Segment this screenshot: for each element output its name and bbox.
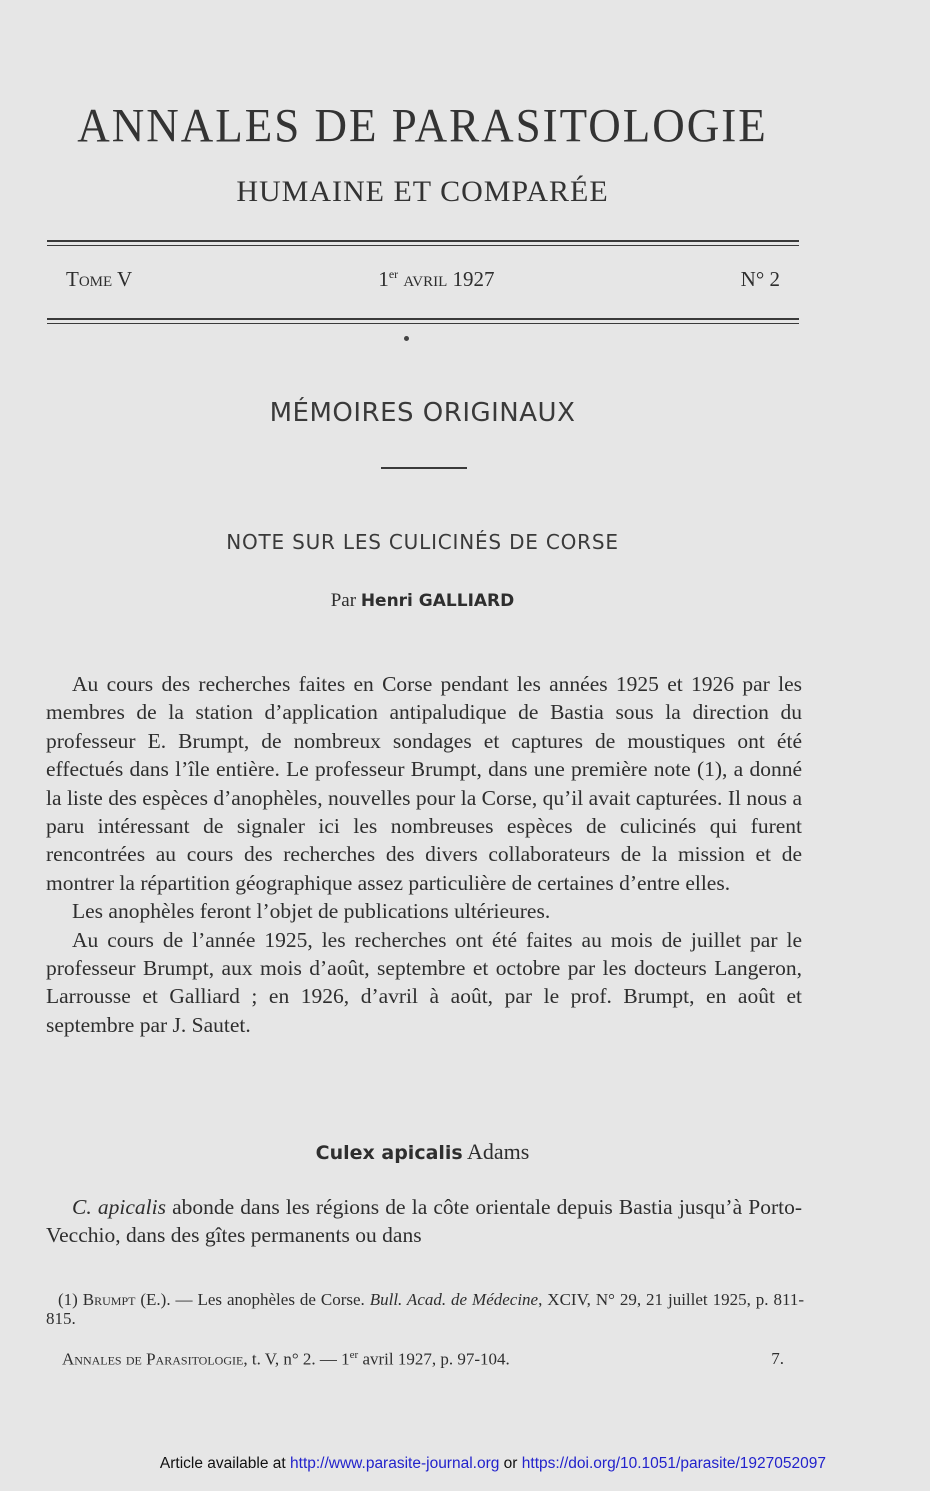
- footnote: [46, 1290, 804, 1328]
- section-heading: MÉMOIRES ORIGINAUX: [269, 398, 576, 428]
- bottom-rule: [47, 318, 799, 324]
- decorative-dot: [404, 336, 409, 341]
- footer-citation-end: avril 1927, p. 97-104.: [358, 1349, 510, 1369]
- footnote-author-rest: (E.). — Les anophèles de Corse.: [135, 1290, 370, 1309]
- footnote-journal: Bull. Acad. de Médecine: [369, 1290, 539, 1309]
- volume-label: Tome V: [66, 267, 133, 291]
- species-body: [46, 1193, 802, 1250]
- section-divider: [381, 467, 467, 469]
- footnote-marker: (1): [58, 1290, 83, 1309]
- page-mark: 7.: [771, 1349, 784, 1368]
- paragraph: Les anophèles feront l’objet de publications ultérieures.: [72, 899, 551, 924]
- author-name: Henri GALLIARD: [360, 591, 515, 611]
- footer-citation-mid: , t. V, n° 2. — 1: [243, 1349, 350, 1369]
- issue-date-rest: avril 1927: [398, 267, 495, 291]
- doi-link[interactable]: https://doi.org/10.1051/parasite/1927052097: [521, 1455, 826, 1472]
- issue-line: [66, 267, 780, 292]
- footnote-author: Brumpt: [82, 1290, 136, 1309]
- species-name: Culex apicalis: [315, 1142, 463, 1164]
- species-author: Adams: [462, 1139, 530, 1164]
- availability-connector: or: [499, 1455, 522, 1472]
- species-text: abonde dans les régions de la côte orientale depuis Bastia jusqu’à Porto-Vecchio, dans des gîtes permanents ou dans: [46, 1195, 802, 1248]
- footnote-details: , XCIV, N° 29, 21 juillet 1925, p. 811-815.: [46, 1290, 804, 1328]
- running-footer: [62, 1349, 784, 1370]
- species-heading: [0, 1139, 845, 1165]
- paragraph: Au cours des recherches faites en Corse pendant les années 1925 et 1926 par les membres de la station d’application antipaludique de Bastia sous la direction du professeur E. Brumpt, de nombreux sondages et captures de moustiques ont été effectués dans l’île entière. Le professeur Brumpt, dans une première note (1), a donné la liste des espèces d’anophèles, nouvelles pour la Corse, qu’il avait capturées. Il nous a paru intéressant de signaler ici les nombreuses espèces de culicinés qui furent rencontrées au cours des recherches des divers collaborateurs de la mission et de montrer la répartition géographique assez particulière de certaines d’entre elles.: [46, 672, 802, 895]
- species-italic: C. apicalis: [72, 1195, 166, 1219]
- footer-citation-sup: er: [349, 1349, 359, 1361]
- issue-date: [378, 267, 494, 292]
- article-body: [46, 670, 802, 1039]
- issue-date-sup: er: [388, 267, 399, 281]
- issue-number: N° 2: [740, 267, 780, 291]
- byline: [0, 590, 845, 612]
- availability-prefix: Article available at: [159, 1455, 291, 1472]
- journal-title: ANNALES DE PARASITOLOGIE: [77, 99, 768, 153]
- availability-line: [0, 1455, 930, 1473]
- footer-citation: [62, 1349, 510, 1370]
- issue-date-day: 1: [378, 267, 389, 291]
- paragraph: [46, 1193, 802, 1250]
- byline-prefix: Par: [330, 590, 361, 611]
- journal-subtitle: HUMAINE ET COMPARÉE: [236, 175, 609, 208]
- article-title: NOTE SUR LES CULICINÉS DE CORSE: [226, 530, 619, 554]
- paragraph: Au cours de l’année 1925, les recherches ont été faites au mois de juillet par le professeur Brumpt, aux mois d’août, septembre et octobre par les docteurs Langeron, Larrousse et Galliard ; en 1926, d’avril à août, par le prof. Brumpt, en août et septembre par J. Sautet.: [46, 927, 802, 1037]
- footer-journal: Annales de Parasitologie: [62, 1349, 244, 1369]
- journal-link[interactable]: http://www.parasite-journal.org: [290, 1455, 500, 1472]
- top-rule: [47, 240, 799, 246]
